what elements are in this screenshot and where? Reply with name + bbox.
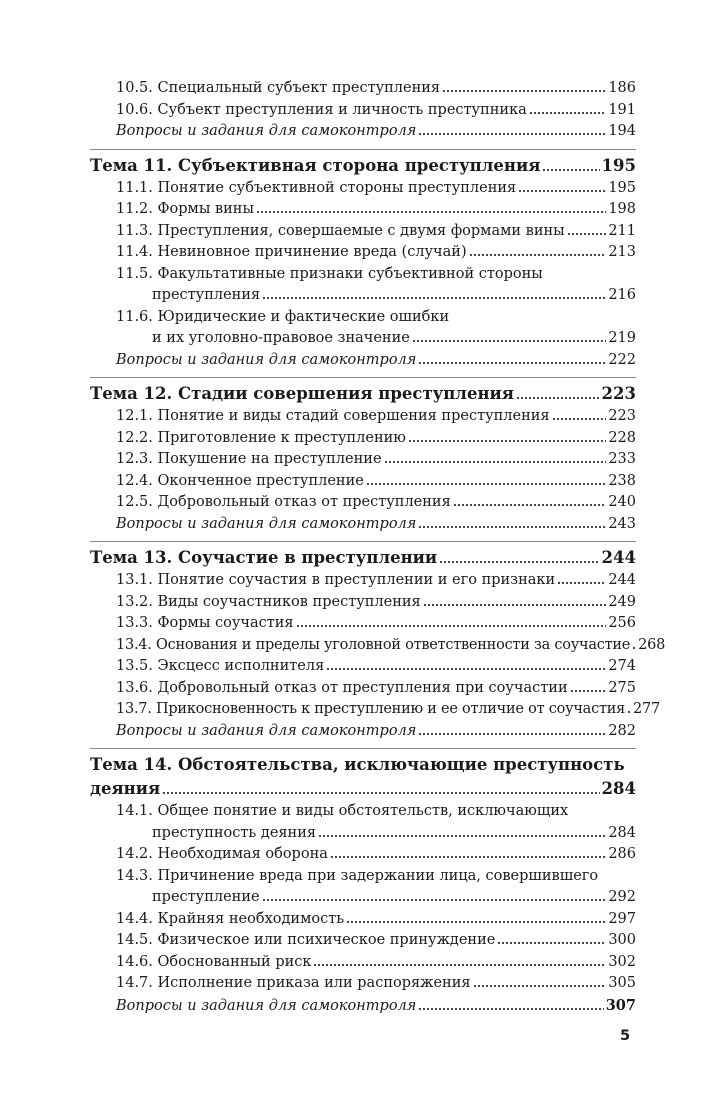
table-of-contents bbox=[90, 78, 666, 1017]
topic-title: Тема 13. Соучастие в преступлении bbox=[90, 548, 438, 567]
entry-page: 286 bbox=[608, 846, 636, 862]
toc-entry-14-6[interactable] bbox=[90, 952, 636, 974]
toc-entry-11-5-line-2[interactable] bbox=[90, 285, 636, 307]
entry-page: 233 bbox=[608, 451, 636, 467]
topic-page: 223 bbox=[601, 384, 636, 403]
dot-leader bbox=[262, 899, 607, 901]
toc-entry-13-6[interactable] bbox=[90, 678, 636, 700]
entry-page: 307 bbox=[605, 996, 636, 1014]
dot-leader bbox=[516, 397, 600, 399]
section-divider bbox=[90, 541, 636, 542]
entry-page: 243 bbox=[608, 515, 636, 532]
toc-entry-12-1[interactable] bbox=[90, 406, 636, 428]
entry-page: 275 bbox=[608, 679, 636, 696]
entry-title-continued: преступность деяния bbox=[152, 824, 317, 841]
dot-leader bbox=[318, 835, 606, 837]
entry-title: Вопросы и задания для самоконтроля bbox=[116, 351, 417, 368]
dot-leader bbox=[296, 625, 607, 627]
entry-page: 222 bbox=[608, 351, 636, 368]
dot-leader bbox=[418, 133, 606, 135]
dot-leader bbox=[473, 985, 607, 987]
entry-title: 14.5. Физическое или психическое принуждение bbox=[116, 932, 496, 948]
entry-page: 198 bbox=[608, 201, 636, 217]
toc-entry-11-2[interactable] bbox=[90, 199, 636, 221]
entry-page: 240 bbox=[608, 494, 636, 510]
dot-leader bbox=[518, 190, 606, 192]
topic-page: 284 bbox=[601, 779, 636, 798]
entry-title: 12.4. Оконченное преступление bbox=[116, 472, 364, 489]
entry-title: Вопросы и задания для самоконтроля bbox=[116, 722, 417, 739]
entry-page: 305 bbox=[608, 975, 636, 991]
entry-title: 14.4. Крайняя необходимость bbox=[116, 910, 345, 927]
entry-title: 13.7. Прикосновенность к преступлению и ее отличие от соучастия bbox=[116, 701, 626, 717]
toc-entry-questions-13[interactable] bbox=[90, 721, 636, 743]
toc-entry-12-2[interactable] bbox=[90, 428, 636, 450]
entry-page: 216 bbox=[608, 287, 636, 303]
entry-title: 11.1. Понятие субъективной стороны преступления bbox=[116, 179, 517, 196]
entry-title: 11.2. Формы вины bbox=[116, 201, 255, 217]
toc-entry-12-5[interactable] bbox=[90, 492, 636, 514]
dot-leader bbox=[453, 504, 607, 506]
entry-title: 11.4. Невиновное причинение вреда (случай) bbox=[116, 244, 467, 260]
dot-leader bbox=[627, 711, 631, 713]
entry-title: 13.6. Добровольный отказ от преступления при соучастии bbox=[116, 679, 568, 696]
entry-page: 292 bbox=[608, 889, 636, 905]
entry-title: 13.1. Понятие соучастия в преступлении и его признаки bbox=[116, 572, 556, 588]
toc-entry-13-3[interactable] bbox=[90, 613, 636, 635]
toc-topic-11[interactable] bbox=[90, 154, 636, 178]
toc-entry-13-5[interactable] bbox=[90, 656, 636, 678]
entry-title: 12.2. Приготовление к преступлению bbox=[116, 429, 406, 446]
topic-title: Тема 12. Стадии совершения преступления bbox=[90, 384, 514, 403]
entry-title: Вопросы и задания для самоконтроля bbox=[116, 515, 417, 532]
entry-page: 213 bbox=[608, 244, 636, 260]
dot-leader bbox=[542, 169, 599, 171]
entry-title: 13.4. Основания и пределы уголовной ответственности за соучастие bbox=[116, 636, 631, 653]
dot-leader bbox=[366, 483, 606, 485]
entry-title: 12.5. Добровольный отказ от преступления bbox=[116, 494, 451, 510]
dot-leader bbox=[384, 461, 607, 463]
dot-leader bbox=[326, 668, 606, 670]
toc-entry-14-7[interactable] bbox=[90, 973, 636, 995]
dot-leader bbox=[557, 582, 606, 584]
topic-title: Тема 11. Субъективная сторона преступления bbox=[90, 155, 541, 175]
section-divider bbox=[90, 748, 636, 749]
toc-entry-14-1-line-1[interactable]: 14.1. Общее понятие и виды обстоятельств, исключающих bbox=[116, 803, 569, 819]
dot-leader bbox=[567, 233, 607, 235]
toc-entry-questions-14[interactable] bbox=[90, 995, 636, 1018]
dot-leader bbox=[632, 647, 636, 649]
toc-entry-13-2[interactable] bbox=[90, 592, 636, 614]
toc-entry-questions-12[interactable] bbox=[90, 514, 636, 536]
toc-entry-14-2[interactable] bbox=[90, 844, 636, 866]
toc-topic-12[interactable] bbox=[90, 382, 636, 406]
toc-entry-13-4[interactable] bbox=[90, 635, 666, 657]
dot-leader bbox=[469, 254, 607, 256]
toc-entry-14-4[interactable] bbox=[90, 909, 636, 931]
toc-entry-11-5-line-1[interactable]: 11.5. Факультативные признаки субъективной стороны bbox=[116, 265, 543, 282]
entry-page: 256 bbox=[608, 615, 636, 631]
entry-page: 274 bbox=[608, 658, 636, 674]
entry-page: 244 bbox=[608, 572, 636, 588]
toc-topic-14-line-2[interactable] bbox=[90, 777, 636, 801]
entry-page: 186 bbox=[608, 80, 636, 96]
entry-page: 223 bbox=[608, 408, 636, 424]
toc-entry-10-5[interactable] bbox=[90, 78, 636, 100]
entry-page: 297 bbox=[608, 910, 636, 927]
page-number: 5 bbox=[620, 1028, 631, 1044]
entry-title: 11.3. Преступления, совершаемые с двумя формами вины bbox=[116, 222, 565, 239]
entry-page: 195 bbox=[608, 179, 636, 196]
toc-entry-11-6-line-2[interactable] bbox=[90, 328, 636, 350]
entry-title: 14.6. Обоснованный риск bbox=[116, 953, 312, 970]
toc-entry-questions-11[interactable] bbox=[90, 350, 636, 372]
toc-entry-12-4[interactable] bbox=[90, 471, 636, 493]
toc-entry-11-1[interactable] bbox=[90, 178, 636, 200]
entry-page: 219 bbox=[608, 330, 636, 346]
toc-entry-11-3[interactable] bbox=[90, 221, 636, 243]
entry-page: 282 bbox=[608, 722, 636, 739]
toc-entry-12-3[interactable] bbox=[90, 449, 636, 471]
entry-page: 228 bbox=[608, 429, 636, 446]
toc-entry-questions-10[interactable] bbox=[90, 121, 636, 143]
dot-leader bbox=[408, 440, 606, 442]
toc-topic-14-line-1[interactable]: Тема 14. Обстоятельства, исключающие преступность bbox=[90, 755, 625, 774]
entry-page: 211 bbox=[608, 222, 636, 239]
dot-leader bbox=[412, 340, 606, 342]
toc-entry-11-6-line-1[interactable]: 11.6. Юридические и фактические ошибки bbox=[116, 308, 450, 325]
entry-page: 300 bbox=[608, 932, 636, 948]
dot-leader bbox=[418, 733, 606, 735]
toc-entry-14-1-line-2[interactable] bbox=[90, 823, 636, 845]
dot-leader bbox=[313, 964, 606, 966]
entry-page: 238 bbox=[608, 472, 636, 489]
dot-leader bbox=[330, 856, 606, 858]
toc-entry-11-4[interactable] bbox=[90, 242, 636, 264]
entry-title: 14.7. Исполнение приказа или распоряжения bbox=[116, 975, 471, 991]
toc-topic-13[interactable] bbox=[90, 546, 636, 570]
dot-leader bbox=[162, 792, 599, 794]
entry-title: 10.6. Субъект преступления и личность преступника bbox=[116, 101, 527, 118]
dot-leader bbox=[256, 211, 606, 213]
toc-entry-13-7[interactable] bbox=[90, 699, 660, 721]
entry-page: 194 bbox=[608, 123, 636, 139]
entry-title: 12.3. Покушение на преступление bbox=[116, 451, 382, 467]
dot-leader bbox=[418, 362, 606, 364]
dot-leader bbox=[418, 1008, 603, 1010]
dot-leader bbox=[418, 526, 606, 528]
dot-leader bbox=[346, 921, 606, 923]
dot-leader bbox=[442, 90, 606, 92]
entry-title: 10.5. Специальный субъект преступления bbox=[116, 80, 441, 96]
dot-leader bbox=[439, 561, 599, 563]
entry-page: 302 bbox=[608, 953, 636, 970]
entry-title: 13.2. Виды соучастников преступления bbox=[116, 593, 421, 610]
toc-entry-10-6[interactable] bbox=[90, 100, 636, 122]
entry-page: 277 bbox=[633, 701, 660, 717]
dot-leader bbox=[262, 297, 606, 299]
entry-page: 284 bbox=[608, 824, 636, 841]
topic-title-continued: деяния bbox=[90, 779, 161, 798]
dot-leader bbox=[497, 942, 606, 944]
entry-title-continued: и их уголовно-правовое значение bbox=[152, 330, 410, 346]
dot-leader bbox=[423, 604, 607, 606]
entry-title-continued: преступление bbox=[152, 889, 260, 905]
toc-entry-13-1[interactable] bbox=[90, 570, 636, 592]
dot-leader bbox=[529, 112, 607, 114]
toc-entry-14-5[interactable] bbox=[90, 930, 636, 952]
toc-entry-14-3-line-2[interactable] bbox=[90, 887, 636, 909]
entry-title: 13.3. Формы соучастия bbox=[116, 615, 294, 631]
entry-page: 268 bbox=[638, 636, 666, 653]
entry-title: Вопросы и задания для самоконтроля bbox=[116, 997, 417, 1014]
topic-page: 195 bbox=[601, 155, 636, 175]
entry-page: 249 bbox=[608, 593, 636, 610]
topic-page: 244 bbox=[601, 548, 636, 567]
entry-title: Вопросы и задания для самоконтроля bbox=[116, 123, 417, 139]
entry-title: 14.2. Необходимая оборона bbox=[116, 846, 328, 862]
dot-leader bbox=[552, 418, 607, 420]
entry-title: 13.5. Эксцесс исполнителя bbox=[116, 658, 325, 674]
section-divider bbox=[90, 149, 636, 150]
section-divider bbox=[90, 377, 636, 378]
entry-title-continued: преступления bbox=[152, 287, 261, 303]
entry-title: 12.1. Понятие и виды стадий совершения преступления bbox=[116, 408, 550, 424]
entry-page: 191 bbox=[608, 101, 636, 118]
dot-leader bbox=[570, 690, 607, 692]
toc-entry-14-3-line-1[interactable]: 14.3. Причинение вреда при задержании лица, совершившего bbox=[116, 867, 599, 884]
